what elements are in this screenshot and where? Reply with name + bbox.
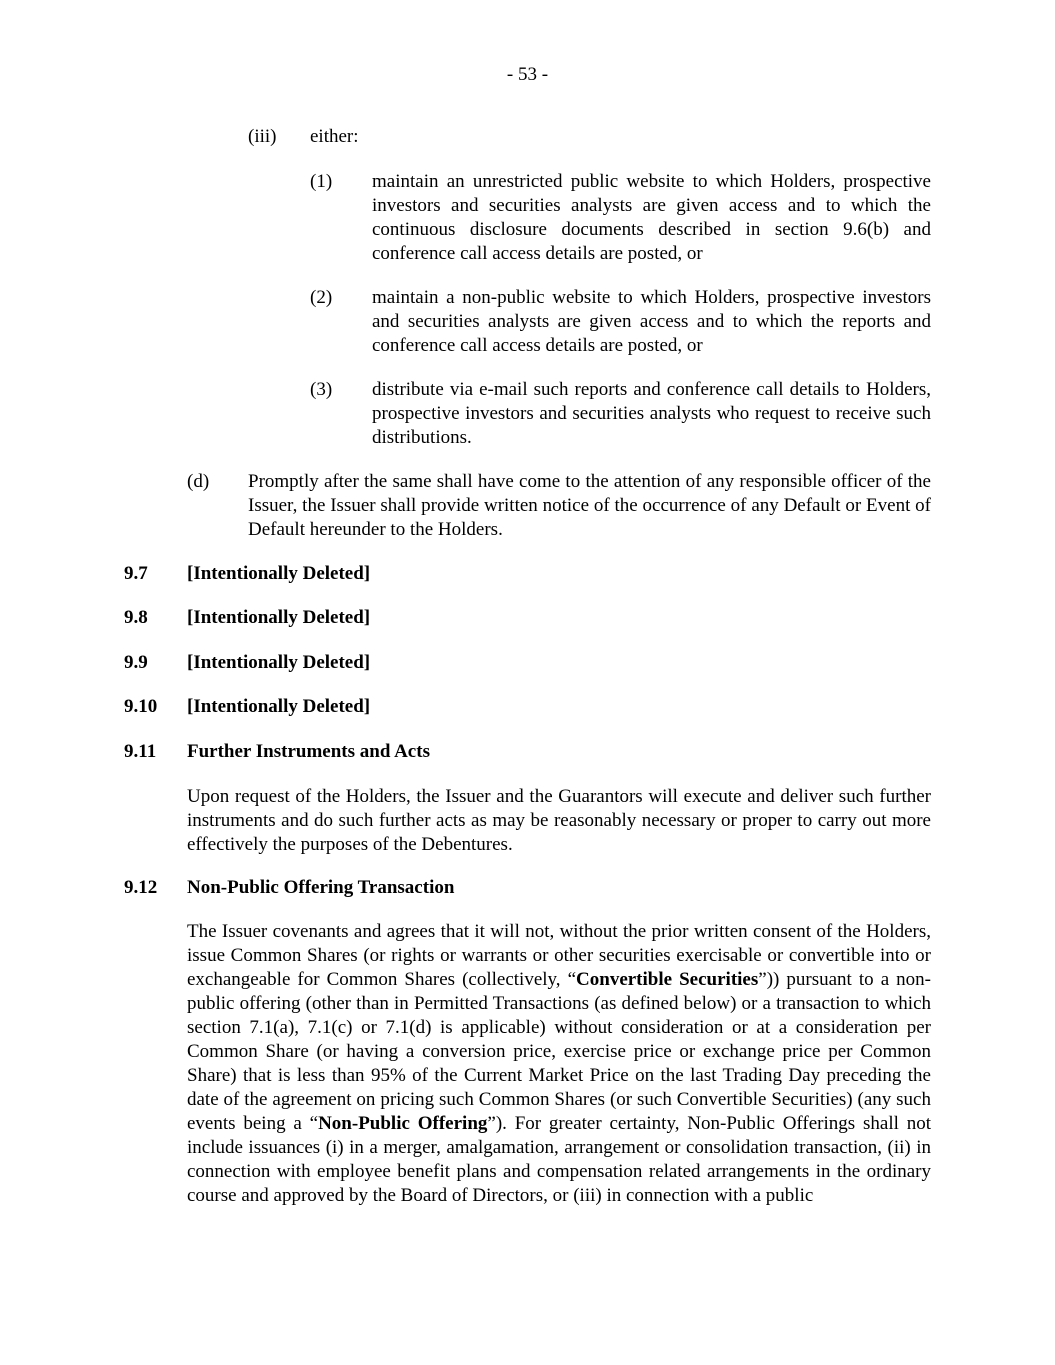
section-9-12-body-part1: The Issuer covenants and agrees that it will not, without the prior written consent of the Holders, issue Common Shares (or rights or warrants or other securities exercisable or convertible into or exchangeable for Common Shares (collectively, “ [187,921,931,990]
sub-item-2-label: (2) [310,287,333,308]
section-9-10-title: [Intentionally Deleted] [187,696,371,717]
clause-iii-label: (iii) [248,126,277,147]
section-9-7-title: [Intentionally Deleted] [187,563,371,584]
section-9-7-number: 9.7 [124,563,148,584]
sub-item-3-label: (3) [310,379,333,400]
clause-iii-text: either: [310,126,359,147]
sub-item-3-text: distribute via e-mail such reports and conference call details to Holders, prospective investors and securities analysts who request to receive such distributions. [372,379,931,448]
sub-item-1-label: (1) [310,171,333,192]
sub-item-2-text: maintain a non-public website to which Holders, prospective investors and securities analysts are given access and to which the reports and conference call access details are posted, or [372,287,931,356]
section-9-11-number: 9.11 [124,741,157,762]
section-9-12-title: Non-Public Offering Transaction [187,877,455,898]
section-9-12-number: 9.12 [124,877,158,898]
section-9-10-number: 9.10 [124,696,158,717]
clause-d-text: Promptly after the same shall have come to the attention of any responsible officer of the Issuer, the Issuer shall provide written notice of the occurrence of any Default or Event of Default hereunder to the Holders. [248,471,931,540]
section-9-9-title: [Intentionally Deleted] [187,652,371,673]
clause-d-label: (d) [187,471,210,492]
sub-item-1-text: maintain an unrestricted public website to which Holders, prospective investors and securities analysts are given access and to which the continuous disclosure documents described in section 9.6(b) and conference call access details are posted, or [372,171,931,264]
section-9-11-body: Upon request of the Holders, the Issuer and the Guarantors will execute and deliver such further instruments and do such further acts as may be reasonably necessary or proper to carry out more effectively the purposes of the Debentures. [187,786,931,855]
defined-term-non-public-offering: Non-Public Offering [318,1113,488,1134]
section-9-12-body-part2: ”)) pursuant to a non-public offering (other than in Permitted Transactions (as defined below) or a transaction to which section 7.1(a), 7.1(c) or 7.1(d) is applicable) without consideration or at a consideration per Common Share (or having a conversion price, exercise price or exchange price per Common Share) that is less than 95% of the Current Market Price on the last Trading Day preceding the date of the agreement on pricing such Common Shares (or such Convertible Securities) (any such events being a “ [187,969,931,1134]
section-9-12-body-part3: ”). For greater certainty, Non-Public Offerings shall not include issuances (i) in a merger, amalgamation, arrangement or consolidation transaction, (ii) in connection with employee benefit plans and compensation related arrangements in the ordinary course and approved by the Board of Directors, or (iii) in connection with a public [187,1113,931,1206]
section-9-8-number: 9.8 [124,607,148,628]
section-9-8-title: [Intentionally Deleted] [187,607,371,628]
defined-term-convertible-securities: Convertible Securities [576,969,759,990]
section-9-9-number: 9.9 [124,652,148,673]
page-number: - 53 - [506,64,549,85]
section-9-11-title: Further Instruments and Acts [187,741,430,762]
section-9-12-body [187,920,931,1208]
